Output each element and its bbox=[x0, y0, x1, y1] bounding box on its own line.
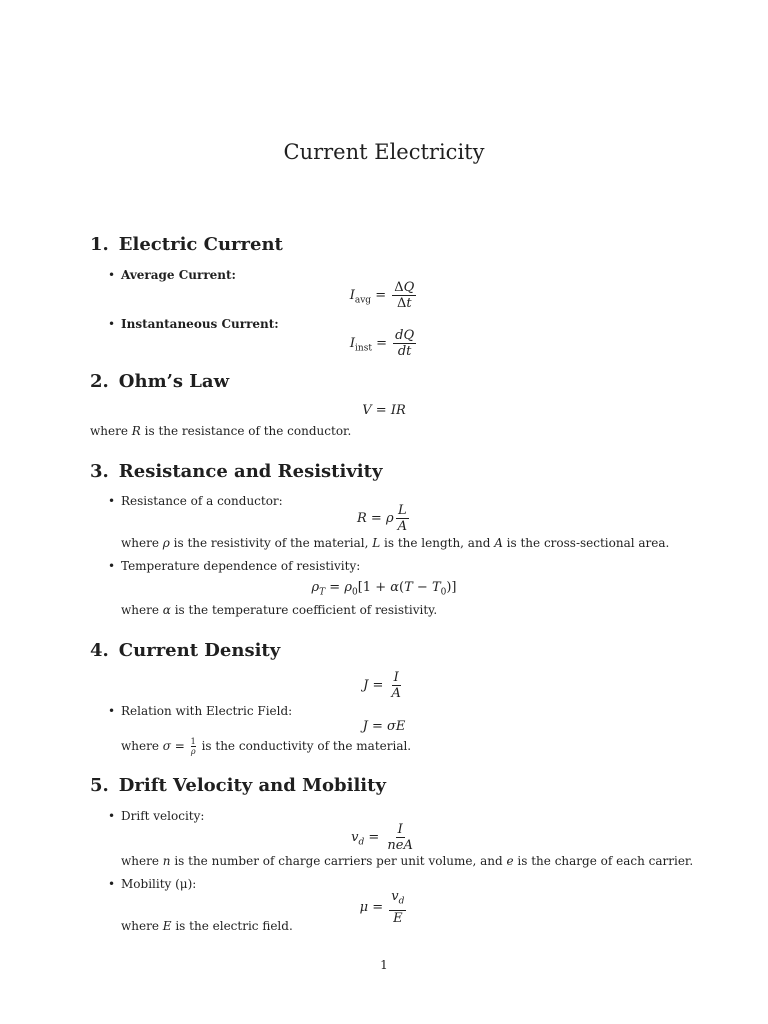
formula-current-density: J = $\frac{I}{A}$ bbox=[363, 670, 401, 701]
formula-temperature-dependence: $\rho_T = \rho_0[1 + \alpha(T - T_0)]$ bbox=[311, 580, 457, 598]
section-title: Ohm’s Law bbox=[118, 371, 230, 392]
section-number: 4. bbox=[90, 640, 109, 661]
formula-drift-velocity: $v_d$ = $\frac{I}{\text{neA}}$ bbox=[351, 822, 413, 853]
section-title: Resistance and Resistivity bbox=[118, 461, 383, 482]
section-title: Drift Velocity and Mobility bbox=[118, 775, 386, 796]
bullet-temperature-dependence bbox=[108, 559, 360, 573]
item-label: Instantaneous Current: bbox=[121, 317, 279, 331]
formula-instantaneous-current: $I_{inst}$ = $\frac{dQ}{dt}$ bbox=[349, 328, 415, 359]
section-4-heading bbox=[90, 640, 280, 661]
formula-ohm-microscopic: J = σE bbox=[362, 719, 406, 734]
section-title: Electric Current bbox=[118, 234, 283, 255]
section-title: Current Density bbox=[118, 640, 281, 661]
section-3-heading bbox=[90, 461, 382, 482]
item-label: Resistance of a conductor: bbox=[121, 494, 283, 508]
bullet-dot: • bbox=[108, 704, 116, 718]
section-number: 3. bbox=[90, 461, 109, 482]
section-5-heading bbox=[90, 775, 386, 796]
bullet-dot: • bbox=[108, 877, 116, 891]
section-2-heading bbox=[90, 371, 229, 392]
formula-resistance: R = ρ $\frac{L}{A}$ bbox=[356, 503, 407, 534]
page-number: 1 bbox=[380, 958, 388, 972]
item-label: Mobility (μ): bbox=[121, 877, 197, 891]
bullet-dot: • bbox=[108, 559, 116, 573]
bullet-dot: • bbox=[108, 494, 116, 508]
ohms-law-note: where R is the resistance of the conductor. bbox=[90, 424, 352, 438]
item-label: Relation with Electric Field: bbox=[121, 704, 293, 718]
formula-mobility: μ = $\frac{v_d}{E}$ bbox=[359, 889, 405, 926]
bullet-dot: • bbox=[108, 268, 116, 282]
bullet-dot: • bbox=[108, 317, 116, 331]
drift-velocity-note: where n is the number of charge carriers per unit volume, and e is the charge of each carrier. bbox=[121, 854, 694, 868]
bullet-relation-electric-field bbox=[108, 704, 292, 718]
bullet-dot: • bbox=[108, 809, 116, 823]
section-number: 5. bbox=[90, 775, 109, 796]
section-number: 2. bbox=[90, 371, 109, 392]
item-label: Average Current: bbox=[121, 268, 236, 282]
temperature-note: where α is the temperature coefficient of resistivity. bbox=[121, 603, 438, 617]
mobility-note: where E is the electric field. bbox=[121, 919, 293, 933]
document-title: Current Electricity bbox=[283, 140, 485, 164]
conductivity-note: where σ = $\frac{1}{\rho}$ is the conductivity of the material. bbox=[121, 737, 412, 756]
section-1-heading bbox=[90, 234, 283, 255]
formula-average-current: $I_{avg}$ = $\frac{\Delta Q}{\Delta t}$ bbox=[349, 280, 415, 311]
item-label: Temperature dependence of resistivity: bbox=[121, 559, 361, 573]
section-number: 1. bbox=[90, 234, 109, 255]
bullet-drift-velocity bbox=[108, 809, 204, 823]
item-label: Drift velocity: bbox=[121, 809, 205, 823]
resistance-note: where ρ is the resistivity of the material, L is the length, and A is the cross-sectional area. bbox=[121, 536, 670, 550]
formula-ohms-law: V = IR bbox=[362, 403, 406, 418]
